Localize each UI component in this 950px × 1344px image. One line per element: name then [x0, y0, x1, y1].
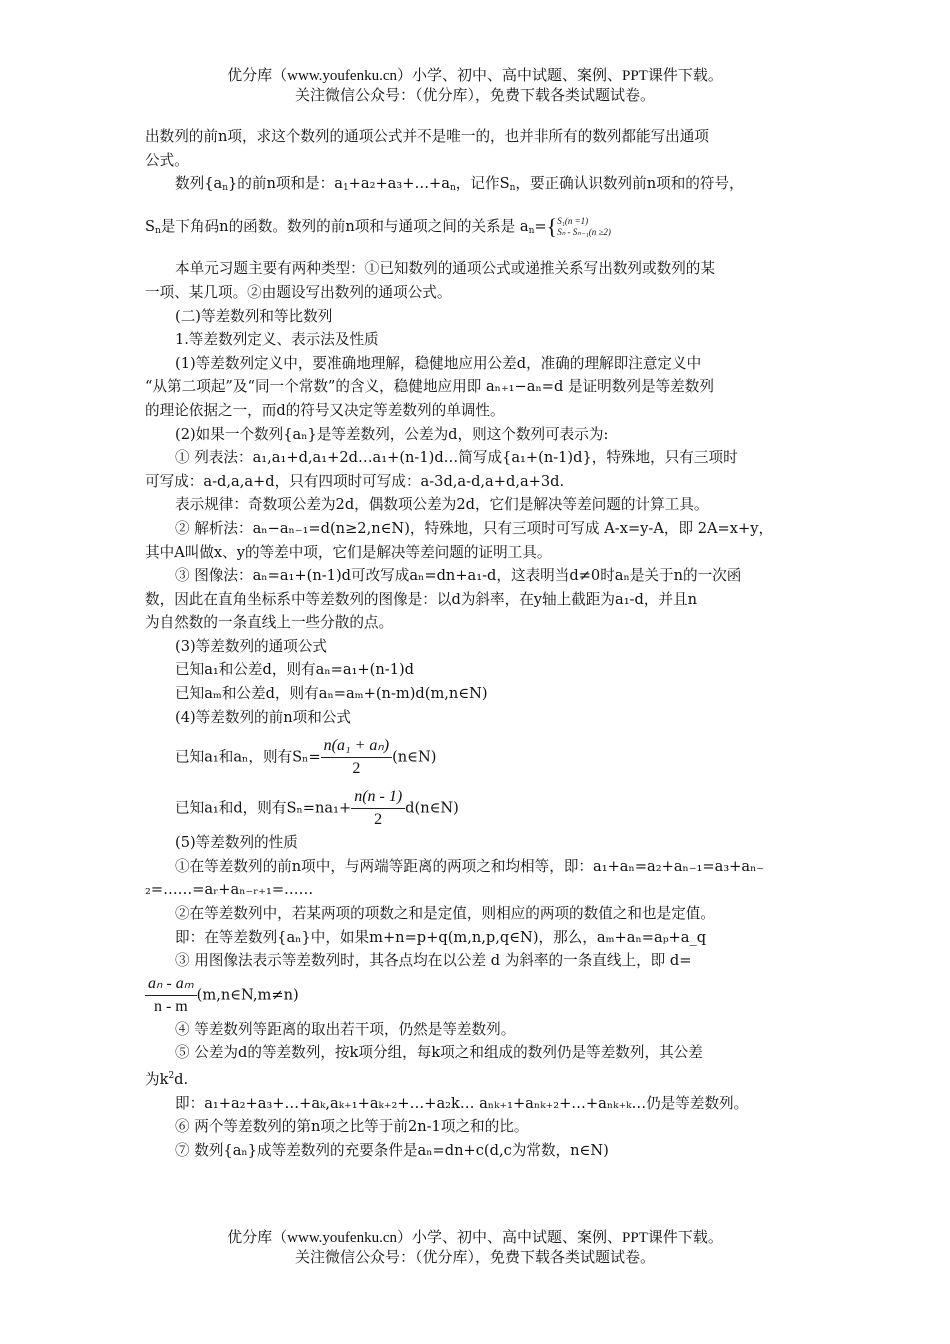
paragraph: ② 解析法：aₙ−aₙ₋₁=d(n≥2,n∈N)，特殊地，只有三项时可写成 A-x=y-A，即 2A=x+y，: [175, 519, 774, 537]
paragraph: ⑤ 公差为d的等差数列，按k项分组，每k项之和组成的数列仍是等差数列，其公差: [175, 1044, 703, 1062]
paragraph-relation: $S_n$是下角码n的函数。数列的前n项和与通项之间的关系是 $a_n=${ S₁(n =1) Sₙ - Sₙ₋₁(n ≥2): [145, 213, 611, 239]
page-footer: [0, 1228, 950, 1268]
paragraph: ⑦ 数列{aₙ}成等差数列的充要条件是aₙ=dn+c(d,c为常数，n∈N): [175, 1141, 609, 1159]
fraction: $\frac{n(n - 1)}{2}$: [351, 786, 405, 831]
paragraph: ① 列表法：a₁,a₁+d,a₁+2d…a₁+(n-1)d…简写成{a₁+(n-1)d}，特殊地，只有三项时: [175, 449, 738, 467]
paragraph: ②在等差数列中，若某两项的项数之和是定值，则相应的两项的数值之和也是定值。: [175, 905, 715, 923]
footer-line-1: 优分库（www.youfenku.cn）小学、初中、高中试题、案例、PPT课件下载。: [227, 1230, 723, 1246]
paragraph: (1)等差数列定义中，要准确地理解，稳健地应用公差d，准确的理解即注意定义中: [175, 354, 702, 372]
formula-sum-1: 已知a₁和aₙ，则有Sₙ= $\frac{\text{n(a₁ + aₙ)}}{2}$ (n∈N): [145, 735, 810, 780]
paragraph: 已知aₘ和公差d，则有aₙ=aₘ+(n-m)d(m,n∈N): [175, 685, 488, 703]
subsection-heading: (4)等差数列的前n项和公式: [175, 708, 352, 726]
piecewise-formula: { S₁(n =1) Sₙ - Sₙ₋₁(n ≥2): [546, 213, 611, 239]
document-body: [145, 125, 810, 1162]
paragraph: 已知a₁和公差d，则有aₙ=a₁+(n-1)d: [175, 661, 415, 679]
subsection-heading: (5)等差数列的性质: [175, 834, 298, 852]
paragraph: 可写成：a-d,a,a+d，只有四项时可写成：a-3d,a-d,a+d,a+3d.: [145, 472, 565, 490]
paragraph: 表示规律：奇数项公差为2d，偶数项公差为2d，它们是解决等差问题的计算工具。: [175, 496, 709, 514]
paragraph: 即：a₁+a₂+a₃+…+aₖ,aₖ₊₁+aₖ₊₂+…+a₂k… aₙₖ₊₁+aₙₖ₊₂+…+aₙₖ₊ₖ…仍是等差数列。: [175, 1094, 749, 1112]
fraction: $\frac{\text{aₙ - aₘ}}{n - m}$: [145, 973, 197, 1018]
paragraph: ①在等差数列的前n项中，与两端等距离的两项之和均相等，即：a₁+aₙ=a₂+aₙ₋₁=a₃+aₙ₋: [175, 857, 765, 875]
paragraph: 本单元习题主要有两种类型：①已知数列的通项公式或递推关系写出数列或数列的某: [175, 260, 715, 278]
footer-line-2: 关注微信公众号：（优分库），免费下载各类试题试卷。: [294, 1250, 655, 1266]
paragraph: ③ 用图像法表示等差数列时，其各点均在以公差 d 为斜率的一条直线上，即 d=: [175, 952, 692, 970]
paragraph: (2)如果一个数列{aₙ}是等差数列，公差为d，则这个数列可表示为:: [175, 425, 609, 443]
paragraph: 其中A叫做x、y的等差中项，它们是解决等差问题的证明工具。: [145, 543, 552, 561]
paragraph: 的理论依据之一，而d的符号又决定等差数列的单调性。: [145, 401, 505, 419]
formula-slope: $\frac{\text{aₙ - aₘ}}{n - m}$ (m,n∈N,m≠n): [145, 973, 810, 1018]
section-heading: (二)等差数列和等比数列: [175, 307, 333, 325]
paragraph: ③ 图像法：aₙ=a₁+(n-1)d可改写成aₙ=dn+a₁-d，这表明当d≠0时aₙ是关于n的一次函: [175, 567, 742, 585]
paragraph: “从第二项起”及“同一个常数”的含义，稳健地应用即 aₙ₊₁−aₙ=d 是证明数列是等差数列: [145, 378, 714, 396]
paragraph: 数，因此在直角坐标系中等差数列的图像是：以d为斜率，在y轴上截距为a₁-d，并且n: [145, 590, 698, 608]
subsection-heading: (3)等差数列的通项公式: [175, 637, 328, 655]
paragraph: ④ 等差数列等距离的取出若干项，仍然是等差数列。: [175, 1020, 516, 1038]
paragraph: 公式。: [145, 151, 189, 169]
formula-sum-2: 已知a₁和d，则有Sₙ=na₁+ $\frac{n(n - 1)}{2}$ d(n∈N): [145, 786, 810, 831]
paragraph: 为$k^2d$.: [145, 1071, 189, 1088]
paragraph: ⑥ 两个等差数列的第n项之比等于前2n-1项之和的比。: [175, 1118, 529, 1136]
paragraph: 出数列的前n项，求这个数列的通项公式并不是唯一的，也并非所有的数列都能写出通项: [145, 128, 709, 145]
paragraph: ₂=……=aᵣ+aₙ₋ᵣ₊₁=……: [145, 881, 314, 899]
paragraph: 即：在等差数列{aₙ}中，如果m+n=p+q(m,n,p,q∈N)，那么，aₘ+aₙ=aₚ+a_q: [175, 928, 707, 946]
header-line-1: 优分库（www.youfenku.cn）小学、初中、高中试题、案例、PPT课件下载。: [227, 68, 723, 84]
subsection-heading: 1.等差数列定义、表示法及性质: [175, 331, 379, 349]
page-header: [0, 66, 950, 106]
paragraph: 为自然数的一条直线上一些分散的点。: [145, 614, 394, 632]
paragraph-sum-definition: 数列$\{a_n\}$的前n项和是：$a_1+a_2+a_3+\dots+a_n$，记作$S_n$，要正确认识数列前n项和的符号，: [175, 175, 744, 194]
fraction: $\frac{\text{n(a₁ + aₙ)}}{2}$: [321, 735, 392, 780]
header-line-2: 关注微信公众号：（优分库），免费下载各类试题试卷。: [294, 88, 655, 104]
paragraph: 一项、某几项。②由题设写出数列的通项公式。: [145, 283, 452, 301]
